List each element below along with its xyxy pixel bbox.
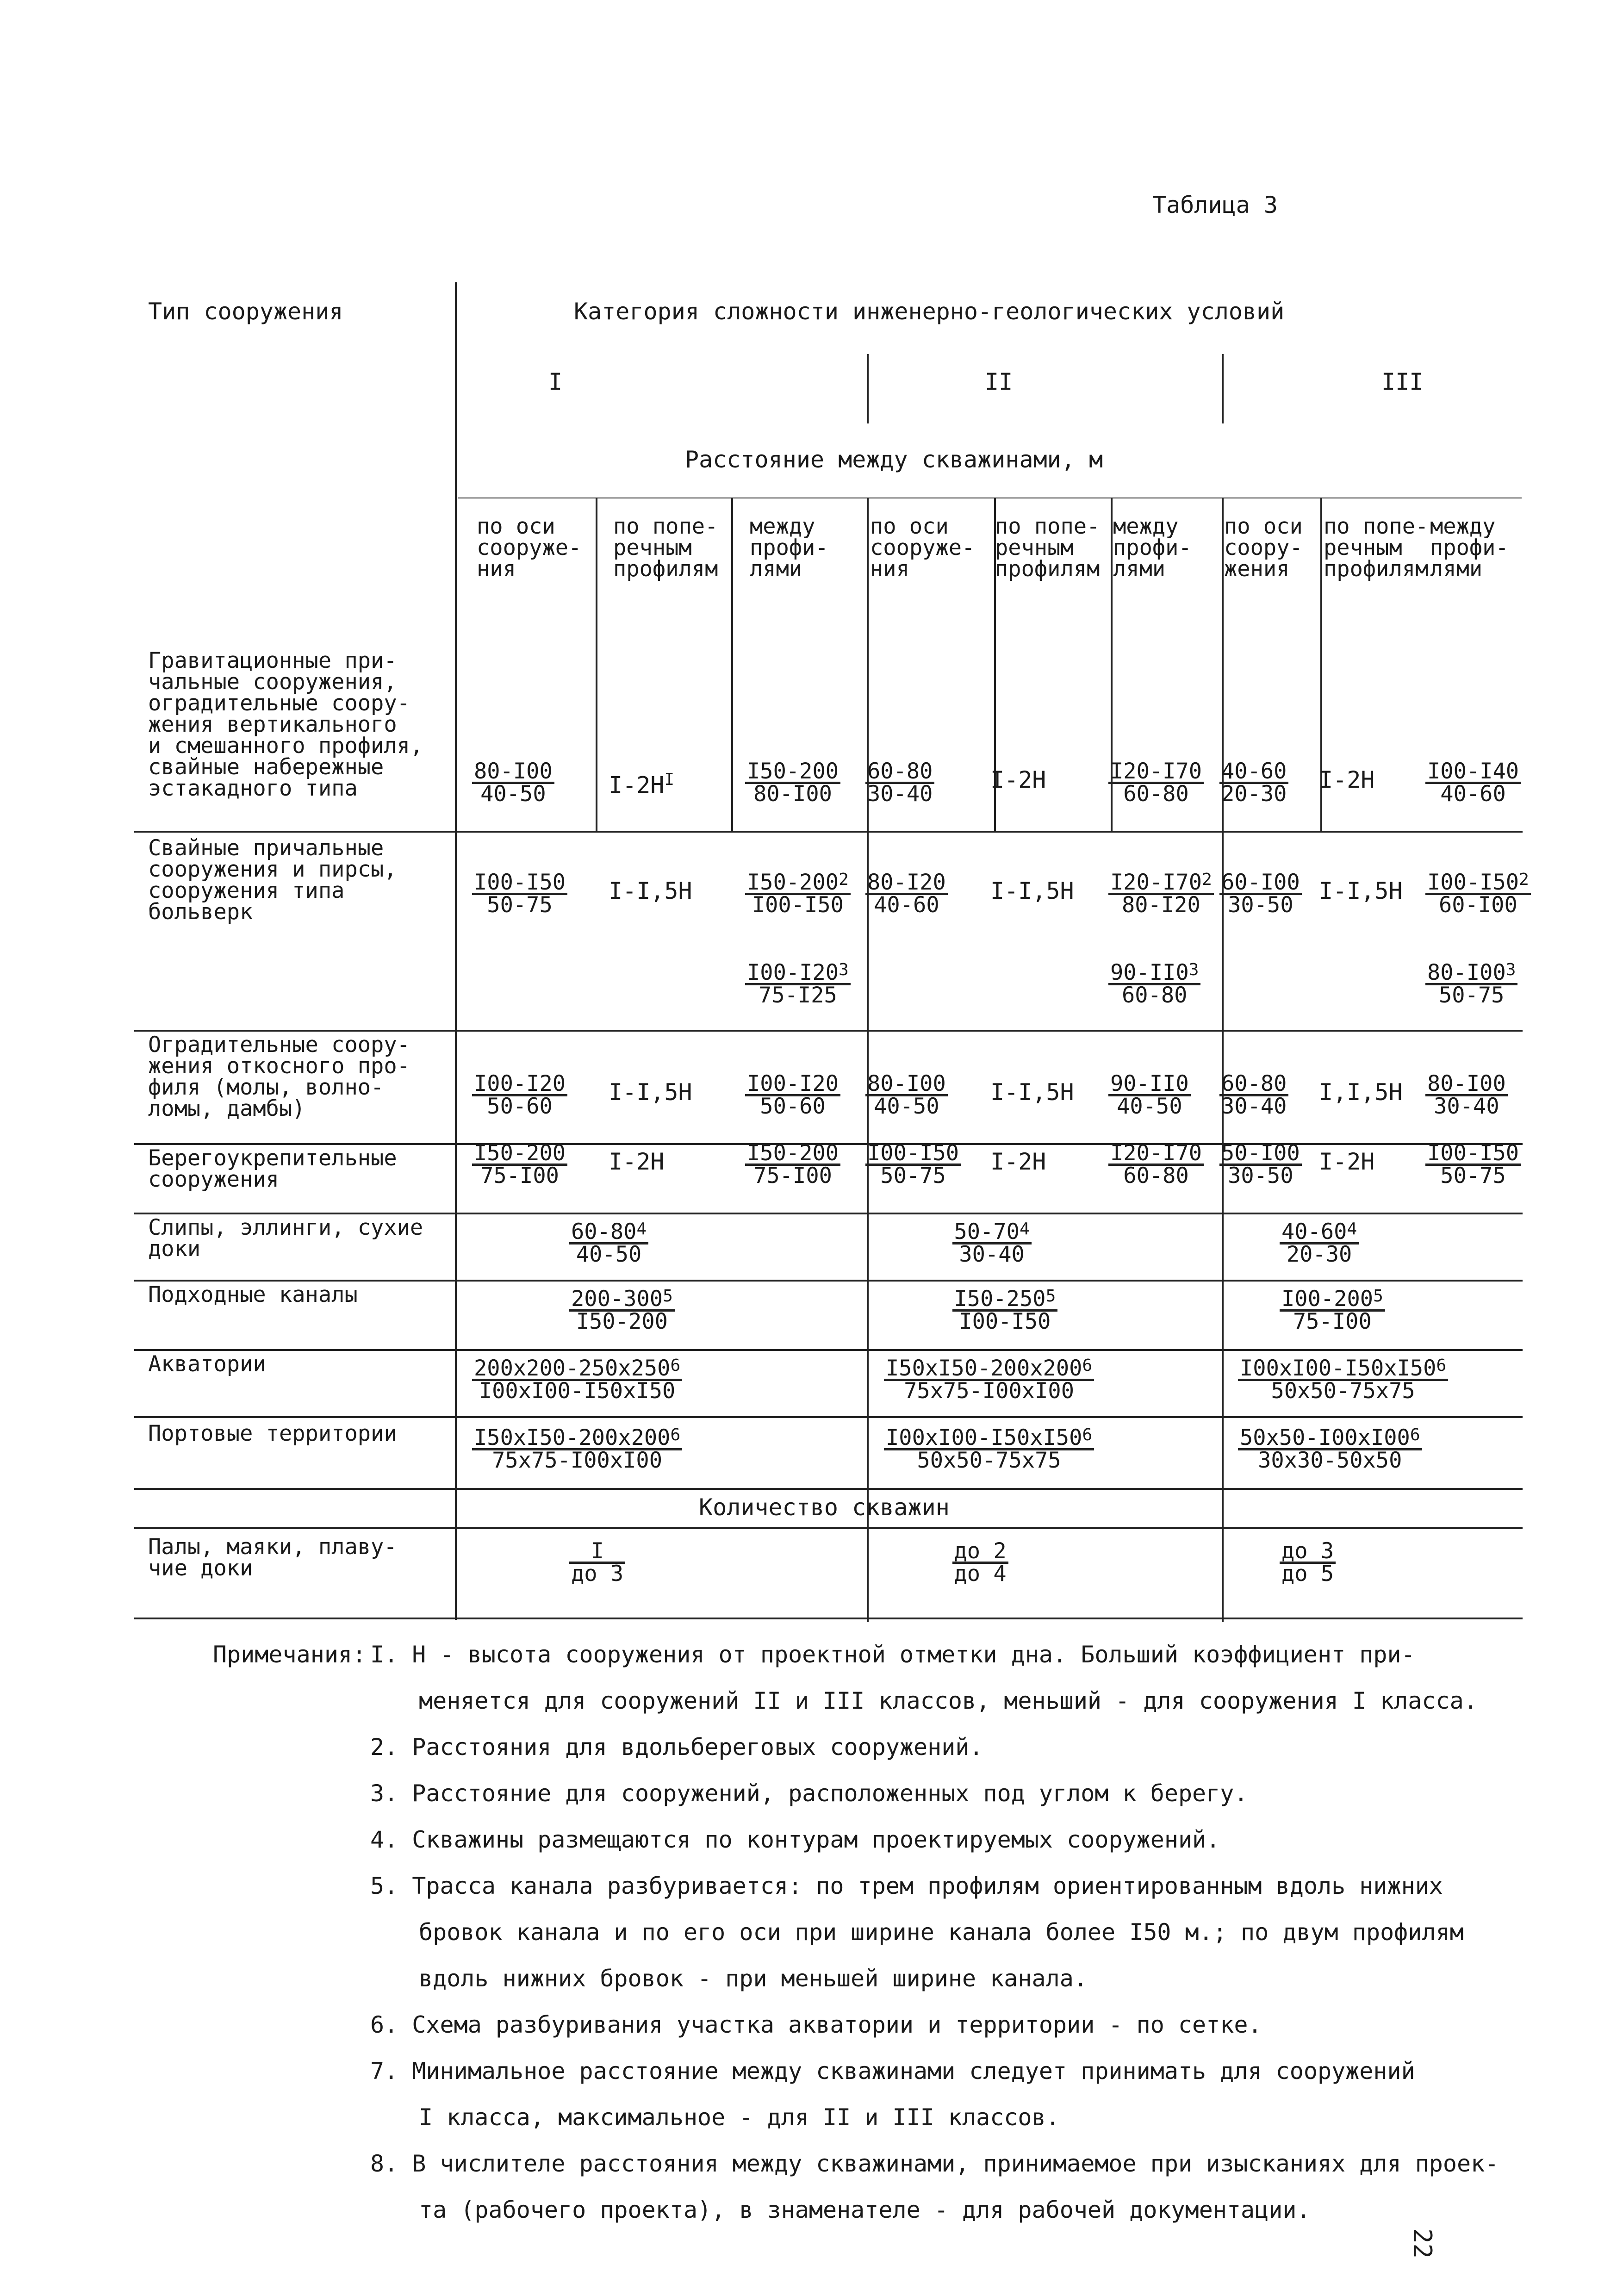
note-line: 3. Расстояние для сооружений, расположенных под углом к берегу. (370, 1780, 1248, 1807)
numerator: I00-200 (1281, 1286, 1374, 1312)
numerator: I00-I40 (1427, 759, 1519, 784)
subheader-8: по попе- речным профилям (1324, 514, 1429, 582)
numerator: 80-I20 (867, 870, 946, 895)
note-line: вдоль нижних бровок - при меньшей ширине канала. (419, 1965, 1088, 1992)
fraction-value (472, 1140, 567, 1188)
denominator: 75x75-I00xI00 (472, 1448, 682, 1471)
denominator: 75-I25 (745, 983, 851, 1006)
numerator: 80-I00 (474, 759, 553, 784)
subheader-5: по попе- речным профилям (995, 514, 1100, 582)
fraction-value (1219, 870, 1302, 918)
footnote-mark: 3 (839, 960, 849, 979)
distance-header: Расстояние между скважинами, м (685, 446, 1103, 473)
fraction-value (884, 1356, 1094, 1404)
numerator: I50-200 (747, 759, 839, 784)
footnote-mark: 6 (670, 1425, 681, 1444)
denominator: I00-I50 (745, 893, 851, 915)
coefficient-text: I-2H (990, 1148, 1046, 1175)
numerator: 50x50-I00xI00 (1240, 1425, 1410, 1450)
row-type-label: Оградительные соору- жения откосного про- филя (молы, волно- ломы, дамбы) (148, 1032, 410, 1121)
numerator: 60-80 (571, 1219, 637, 1244)
denominator: I00xI00-I50xI50 (472, 1379, 682, 1401)
coefficient-text: I-2H (609, 772, 665, 799)
note-line: меняется для сооружений II и III классов, меньший - для сооружения I класса. (419, 1687, 1478, 1714)
fraction-value (1219, 1071, 1288, 1119)
numerator: I00-I50 (1427, 1140, 1519, 1166)
fraction-value (865, 1140, 961, 1188)
denominator: 75-I00 (1280, 1309, 1385, 1332)
row-type-label: Подходные каналы (148, 1282, 358, 1307)
fraction-value (1425, 1071, 1508, 1119)
footnote-mark: 4 (636, 1220, 647, 1238)
coefficient-value (1319, 768, 1374, 791)
note-line: та (рабочего проекта), в знаменателе - для рабочей документации. (419, 2196, 1311, 2223)
footnote-mark: 6 (670, 1356, 681, 1375)
row-type-label: Свайные причальные сооружения и пирсы, сооружения типа больверк (148, 835, 397, 925)
note-line: I. H - высота сооружения от проектной отметки дна. Больший коэффициент при- (370, 1641, 1415, 1668)
page-number: 22 (1408, 2228, 1437, 2259)
coefficient-value (609, 1150, 664, 1173)
fraction-value (569, 1219, 648, 1267)
fraction-value (1219, 1140, 1302, 1188)
numerator: 40-60 (1281, 1219, 1347, 1244)
row-type-label: Гравитационные при- чальные сооружения, оградительные соору- жения вертикального и смешанного профиля, свайные набережные эстакадного типа (148, 648, 423, 801)
denominator: 75-I00 (745, 1164, 840, 1186)
fraction-value (1219, 759, 1288, 807)
coefficient-value (990, 1081, 1074, 1104)
numerator: 50-I00 (1221, 1140, 1300, 1166)
fraction-value (865, 870, 948, 918)
fraction-value (865, 1071, 948, 1119)
fraction-value (1108, 960, 1200, 1008)
footnote-mark: 4 (1347, 1220, 1357, 1238)
fraction-value (952, 1538, 1008, 1587)
numerator: 60-80 (1221, 1071, 1287, 1096)
numerator: до 3 (1281, 1538, 1334, 1564)
subheader-1: по оси сооруже- ния (477, 514, 582, 582)
footnote-mark: 3 (1505, 960, 1516, 979)
denominator: 40-50 (1108, 1094, 1191, 1117)
row-type-label: Слипы, эллинги, сухие доки (148, 1215, 423, 1262)
category-III-header: III (1381, 368, 1424, 395)
row-type-label: Берегоукрепительные сооружения (148, 1145, 397, 1192)
denominator: 40-50 (569, 1242, 648, 1265)
coefficient-text: I,I,5H (1319, 1079, 1403, 1106)
fraction-value (472, 1356, 682, 1404)
fraction-value (1238, 1425, 1422, 1473)
denominator: 30-50 (1219, 893, 1302, 915)
denominator: 60-I00 (1425, 893, 1531, 915)
numerator: I (591, 1538, 604, 1564)
denominator: 20-30 (1280, 1242, 1359, 1265)
notes-label: Примечания: (213, 1641, 367, 1668)
denominator: до 3 (569, 1562, 625, 1584)
denominator: 30x30-50x50 (1238, 1448, 1422, 1471)
numerator: 200x200-250x250 (474, 1356, 671, 1381)
denominator: 75x75-I00xI00 (884, 1379, 1094, 1401)
coefficient-value (609, 879, 692, 902)
coefficient-value (1319, 1150, 1374, 1173)
denominator: 80-I20 (1108, 893, 1214, 915)
coefficient-value (609, 768, 674, 797)
subheader-3: между профи- лями (750, 514, 828, 582)
fraction-value (1425, 759, 1521, 807)
numerator: I00-I20 (747, 1071, 839, 1096)
fraction-value (1425, 1140, 1521, 1188)
fraction-value (1108, 870, 1214, 918)
footnote-mark: 6 (1082, 1356, 1093, 1375)
fraction-value (952, 1219, 1032, 1267)
subheader-2: по попе- речным профилям (613, 514, 718, 582)
coefficient-text: I-2H (990, 766, 1046, 793)
denominator: 40-50 (472, 782, 554, 804)
footnote-mark: 5 (1373, 1287, 1383, 1306)
numerator: I00xI00-I50xI50 (1240, 1356, 1436, 1381)
denominator: 50-60 (745, 1094, 840, 1117)
denominator: 50-75 (865, 1164, 961, 1186)
note-line: 2. Расстояния для вдольбереговых сооружений. (370, 1734, 983, 1761)
coefficient-value (990, 768, 1046, 791)
note-line: 6. Схема разбуривания участка акватории и территории - по сетке. (370, 2011, 1262, 2038)
numerator: I20-I70 (1110, 870, 1202, 895)
denominator: 50x50-75x75 (884, 1448, 1094, 1471)
numerator: I00-I20 (747, 960, 839, 985)
numerator: I50xI50-200x200 (474, 1425, 671, 1450)
footnote-mark: 3 (1188, 960, 1199, 979)
fraction-value (1425, 960, 1517, 1008)
numerator: 60-80 (867, 759, 933, 784)
denominator: 30-40 (1219, 1094, 1288, 1117)
fraction-value (1108, 759, 1204, 807)
numerator: I00-I50 (1427, 870, 1519, 895)
denominator: 30-40 (1425, 1094, 1508, 1117)
numerator: I00xI00-I50xI50 (886, 1425, 1082, 1450)
note-line: I класса, максимальное - для II и III классов. (419, 2104, 1060, 2131)
numerator: до 2 (954, 1538, 1007, 1564)
denominator: I50-200 (569, 1309, 675, 1332)
coefficient-value (1319, 1081, 1403, 1104)
fraction-value (1425, 870, 1531, 918)
footnote-mark: 6 (1410, 1425, 1420, 1444)
coefficient-text: I-2H (609, 1148, 665, 1175)
note-line: 5. Трасса канала разбуривается: по трем профилям ориентированным вдоль нижних (370, 1873, 1443, 1899)
denominator: 50x50-75x75 (1238, 1379, 1448, 1401)
numerator: 40-60 (1221, 759, 1287, 784)
fraction-value (1280, 1219, 1359, 1267)
footnote-mark: 2 (1519, 870, 1529, 889)
numerator: 200-300 (571, 1286, 663, 1312)
fraction-value (472, 1425, 682, 1473)
denominator: 30-50 (1219, 1164, 1302, 1186)
category-header: Категория сложности инженерно-геологических условий (574, 298, 1285, 325)
numerator: I50-250 (954, 1286, 1046, 1312)
numerator: 80-I00 (1427, 960, 1506, 985)
coefficient-text: I-I,5H (609, 877, 692, 904)
denominator: 40-60 (865, 893, 948, 915)
fraction-value (745, 1071, 840, 1119)
note-line: 4. Скважины размещаются по контурам проектируемых сооружений. (370, 1826, 1220, 1853)
category-I-header: I (548, 368, 563, 395)
numerator: I50xI50-200x200 (886, 1356, 1082, 1381)
footnote-mark: 6 (1082, 1425, 1093, 1444)
type-column-header: Тип сооружения (148, 298, 343, 325)
fraction-value (472, 759, 554, 807)
row-type-label: Палы, маяки, плаву- чие доки (148, 1534, 397, 1581)
coefficient-text: I-I,5H (609, 1079, 692, 1106)
numerator: I50-200 (747, 870, 839, 895)
fraction-value (745, 1140, 840, 1188)
denominator: 50-75 (1425, 983, 1517, 1006)
footnote-mark: 2 (1202, 870, 1212, 889)
numerator: 60-I00 (1221, 870, 1300, 895)
numerator: I50-200 (747, 1140, 839, 1166)
footnote-mark: I (664, 770, 675, 789)
numerator: 50-70 (954, 1219, 1020, 1244)
fraction-value (472, 1071, 567, 1119)
fraction-value (745, 870, 851, 918)
coefficient-text: I-2H (1319, 766, 1375, 793)
note-line: 7. Минимальное расстояние между скважинами следует принимать для сооружений (370, 2058, 1415, 2084)
fraction-value (1238, 1356, 1448, 1404)
denominator: 80-I00 (745, 782, 840, 804)
footnote-mark: 2 (839, 870, 849, 889)
fraction-value (745, 960, 851, 1008)
coefficient-text: I-I,5H (990, 877, 1074, 904)
coefficient-value (609, 1081, 692, 1104)
coefficient-text: I-I,5H (1319, 877, 1403, 904)
footnote-mark: 5 (1045, 1287, 1056, 1306)
fraction-value (952, 1286, 1058, 1334)
denominator: 40-50 (865, 1094, 948, 1117)
subheader-6: между профи- лями (1113, 514, 1192, 582)
coefficient-value (990, 1150, 1046, 1173)
fraction-value (472, 870, 567, 918)
denominator: I00-I50 (952, 1309, 1058, 1332)
numerator: I00-I50 (474, 870, 566, 895)
numerator: 80-I00 (1427, 1071, 1506, 1096)
row-type-label: Акватории (148, 1351, 266, 1377)
subheader-4: по оси сооруже- ния (870, 514, 975, 582)
numerator: 80-I00 (867, 1071, 946, 1096)
fraction-value (865, 759, 934, 807)
denominator: 50-75 (1425, 1164, 1521, 1186)
fraction-value (569, 1286, 675, 1334)
denominator: 60-80 (1108, 1164, 1204, 1186)
denominator: 40-60 (1425, 782, 1521, 804)
numerator: 90-II0 (1110, 960, 1189, 985)
subheader-9: между профи- лями (1430, 514, 1509, 582)
numerator: I20-I70 (1110, 1140, 1202, 1166)
numerator: I20-I70 (1110, 759, 1202, 784)
fraction-value (1280, 1286, 1385, 1334)
subheader-7: по оси соору- жения (1224, 514, 1303, 582)
fraction-value (1108, 1071, 1191, 1119)
coefficient-value (1319, 879, 1403, 902)
numerator: I50-200 (474, 1140, 566, 1166)
coefficient-value (990, 879, 1074, 902)
numerator: I00-I20 (474, 1071, 566, 1096)
denominator: 75-I00 (472, 1164, 567, 1186)
footnote-mark: 4 (1019, 1220, 1030, 1238)
fraction-value (1108, 1140, 1204, 1188)
fraction-value (884, 1425, 1094, 1473)
denominator: 30-40 (865, 782, 934, 804)
denominator: до 4 (952, 1562, 1008, 1584)
denominator: 50-75 (472, 893, 567, 915)
fraction-value (745, 759, 840, 807)
coefficient-text: I-2H (1319, 1148, 1375, 1175)
numerator: I00-I50 (867, 1140, 959, 1166)
note-line: 8. В числителе расстояния между скважинами, принимаемое при изысканиях для проек- (370, 2150, 1499, 2177)
numerator: 90-II0 (1110, 1071, 1189, 1096)
footnote-mark: 6 (1436, 1356, 1447, 1375)
footnote-mark: 5 (663, 1287, 673, 1306)
denominator: 60-80 (1108, 782, 1204, 804)
denominator: 30-40 (952, 1242, 1032, 1265)
denominator: до 5 (1280, 1562, 1336, 1584)
table-caption: Таблица 3 (1152, 192, 1278, 218)
row-type-label: Портовые территории (148, 1421, 397, 1446)
count-header: Количество скважин (699, 1494, 950, 1521)
fraction-value (569, 1538, 625, 1587)
note-line: бровок канала и по его оси при ширине канала более I50 м.; по двум профилям (419, 1919, 1464, 1946)
denominator: 20-30 (1219, 782, 1288, 804)
coefficient-text: I-I,5H (990, 1079, 1074, 1106)
category-II-header: II (985, 368, 1013, 395)
denominator: 50-60 (472, 1094, 567, 1117)
fraction-value (1280, 1538, 1336, 1587)
denominator: 60-80 (1108, 983, 1200, 1006)
